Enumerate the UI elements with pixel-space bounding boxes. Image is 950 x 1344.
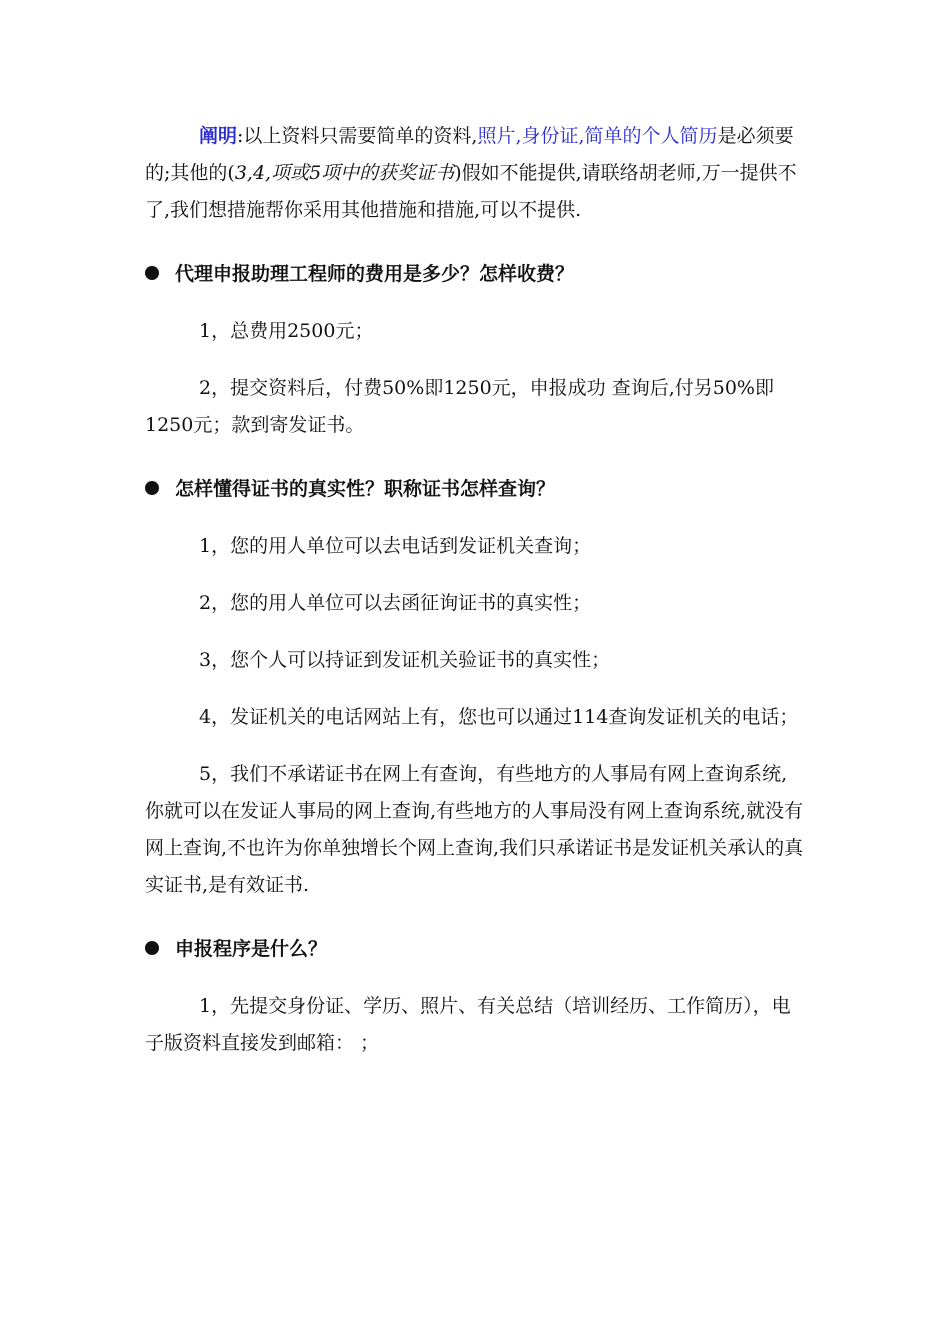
intro-italic: 3,4,项或5项中的获奖证书 (234, 162, 455, 184)
intro-label: 阐明 (199, 125, 238, 147)
section-heading-text: 代理申报助理工程师的费用是多少？怎样收费？ (175, 263, 575, 285)
bullet-icon (145, 941, 159, 955)
list-item: 1，先提交身份证、学历、照片、有关总结（培训经历、工作简历），电子版资料直接发到邮箱： ； (145, 995, 791, 1054)
intro-colon-text: :以上资料只需要简单的资料, (237, 125, 478, 147)
document-body (145, 118, 805, 1062)
intro-highlight: 照片,身份证,简单的个人简历 (477, 125, 718, 147)
list-item: 2，您的用人单位可以去函征询证书的真实性； (199, 592, 592, 614)
section-heading-procedure (145, 931, 805, 968)
intro-paragraph (145, 118, 805, 229)
intro-text-1: 是必须要的;其他的( (145, 125, 794, 184)
list-item: 2，提交资料后，付费50%即1250元，申报成功 查询后,付另50%即1250元；款到寄发证书。 (145, 377, 774, 436)
list-item: 5，我们不承诺证书在网上有查询，有些地方的人事局有网上查询系统,你就可以在发证人事局的网上查询,有些地方的人事局没有网上查询系统,就没有网上查询,不也许为你单独增长个网上查询,我们只承诺证书是发证机关承认的真实证书,是有效证书. (145, 763, 804, 896)
list-item: 3，您个人可以持证到发证机关验证书的真实性； (199, 649, 611, 671)
list-item: 1，总费用2500元； (199, 320, 374, 342)
section-heading-verify (145, 471, 805, 508)
section-heading-text: 申报程序是什么？ (175, 938, 328, 960)
bullet-icon (145, 266, 159, 280)
list-item: 4，发证机关的电话网站上有，您也可以通过114查询发证机关的电话； (199, 706, 799, 728)
bullet-icon (145, 481, 159, 495)
section-heading-text: 怎样懂得证书的真实性？职称证书怎样查询？ (175, 478, 556, 500)
section-heading-fee (145, 256, 805, 293)
intro-text-2: )假如不能提供,请联络胡老师,万一提供不了,我们想措施帮你采用其他措施和措施,可以不提供. (145, 162, 797, 221)
list-item: 1，您的用人单位可以去电话到发证机关查询； (199, 535, 592, 557)
